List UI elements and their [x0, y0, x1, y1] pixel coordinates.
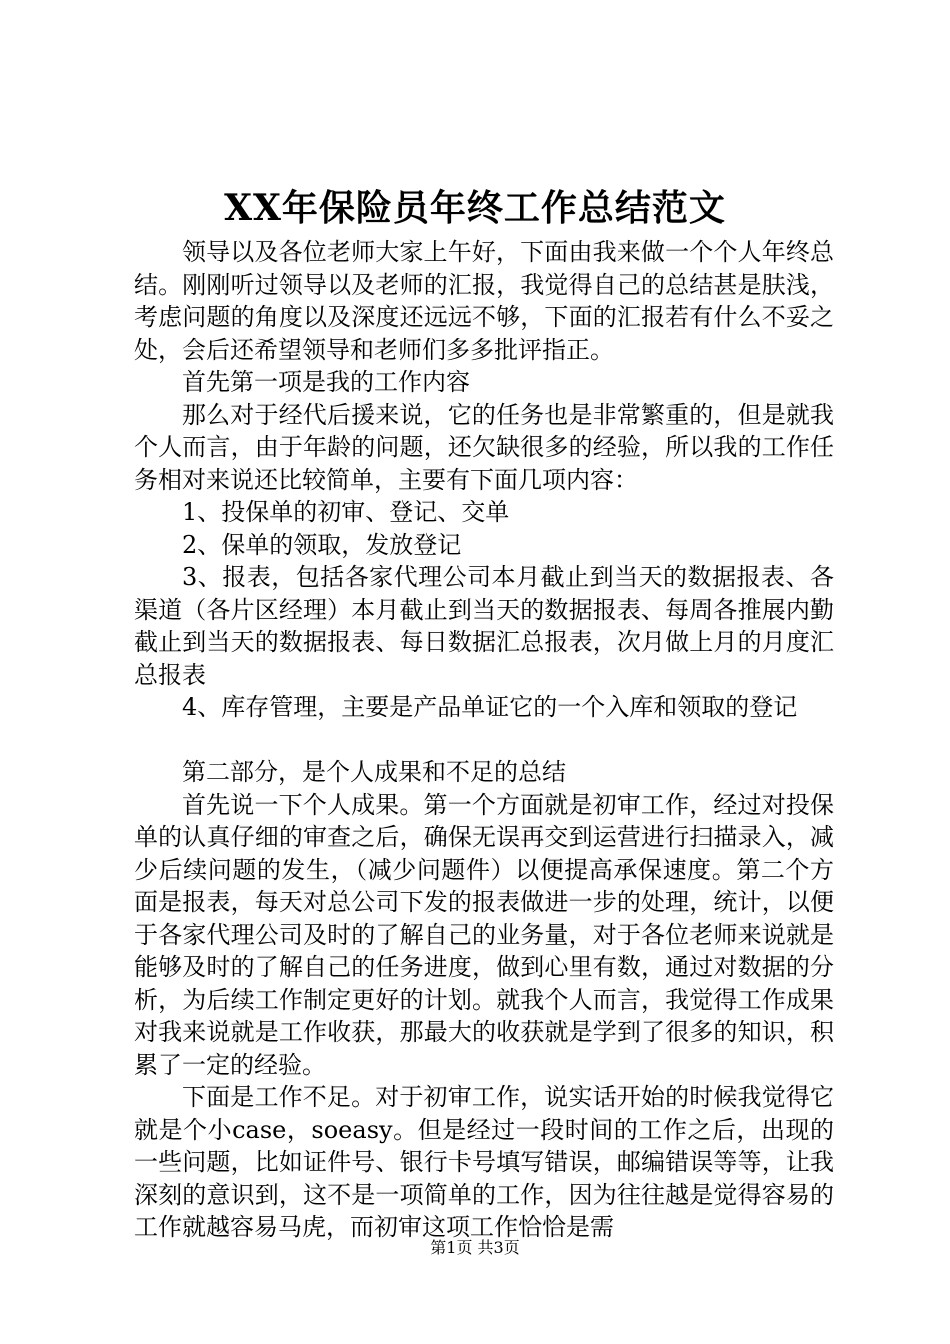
- list-item-1: 1、投保单的初审、登记、交单: [182, 498, 510, 526]
- paragraph-section-two-heading: 第二部分，是个人成果和不足的总结: [182, 758, 566, 786]
- list-item-4: 4、库存管理，主要是产品单证它的一个入库和领取的登记: [182, 693, 798, 721]
- paragraph-intro: 领导以及各位老师大家上午好，下面由我来做一个个人年终总结。刚刚听过领导以及老师的汇报，我觉得自己的总结甚是肤浅，考虑问题的角度以及深度还远远不够，下面的汇报若有什么不妥之处，会后还希望领导和老师们多多批评指正。: [134, 238, 834, 364]
- paragraph-shortcomings: 下面是工作不足。对于初审工作，说实话开始的时候我觉得它就是个小case，soeasy。但是经过一段时间的工作之后，出现的一些问题，比如证件号、银行卡号填写错误，邮编错误等等，让我深刻的意识到，这不是一项简单的工作，因为往往越是觉得容易的工作就越容易马虎，而初审这项工作恰恰是需: [134, 1083, 834, 1241]
- paragraph-section-one-heading: 首先第一项是我的工作内容: [182, 368, 470, 396]
- list-item-3: 3、报表，包括各家代理公司本月截止到当天的数据报表、各渠道（各片区经理）本月截止到当天的数据报表、每周各推展内勤截止到当天的数据报表、每日数据汇总报表，次月做上月的月度汇总报表: [134, 563, 834, 689]
- blank-line: [134, 724, 834, 757]
- paragraph-achievements: 首先说一下个人成果。第一个方面就是初审工作，经过对投保单的认真仔细的审查之后，确保无误再交到运营进行扫描录入，减少后续问题的发生，（减少问题件）以便提高承保速度。第二个方面是报表，每天对总公司下发的报表做进一步的处理，统计，以便于各家代理公司及时的了解自己的业务量，对于各位老师来说就是能够及时的了解自己的任务进度，做到心里有数，通过对数据的分析，为后续工作制定更好的计划。就我个人而言，我觉得工作成果对我来说就是工作收获，那最大的收获就是学到了很多的知识，积累了一定的经验。: [134, 790, 834, 1079]
- paragraph-work-overview: 那么对于经代后援来说，它的任务也是非常繁重的，但是就我个人而言，由于年龄的问题，还欠缺很多的经验，所以我的工作任务相对来说还比较简单，主要有下面几项内容：: [134, 400, 834, 494]
- list-item-2: 2、保单的领取，发放登记: [182, 530, 462, 559]
- page-footer: 第1页 共3页: [430, 1238, 520, 1257]
- document-title: XX年保险员年终工作总结范文: [224, 187, 726, 229]
- document-body: [134, 236, 834, 1244]
